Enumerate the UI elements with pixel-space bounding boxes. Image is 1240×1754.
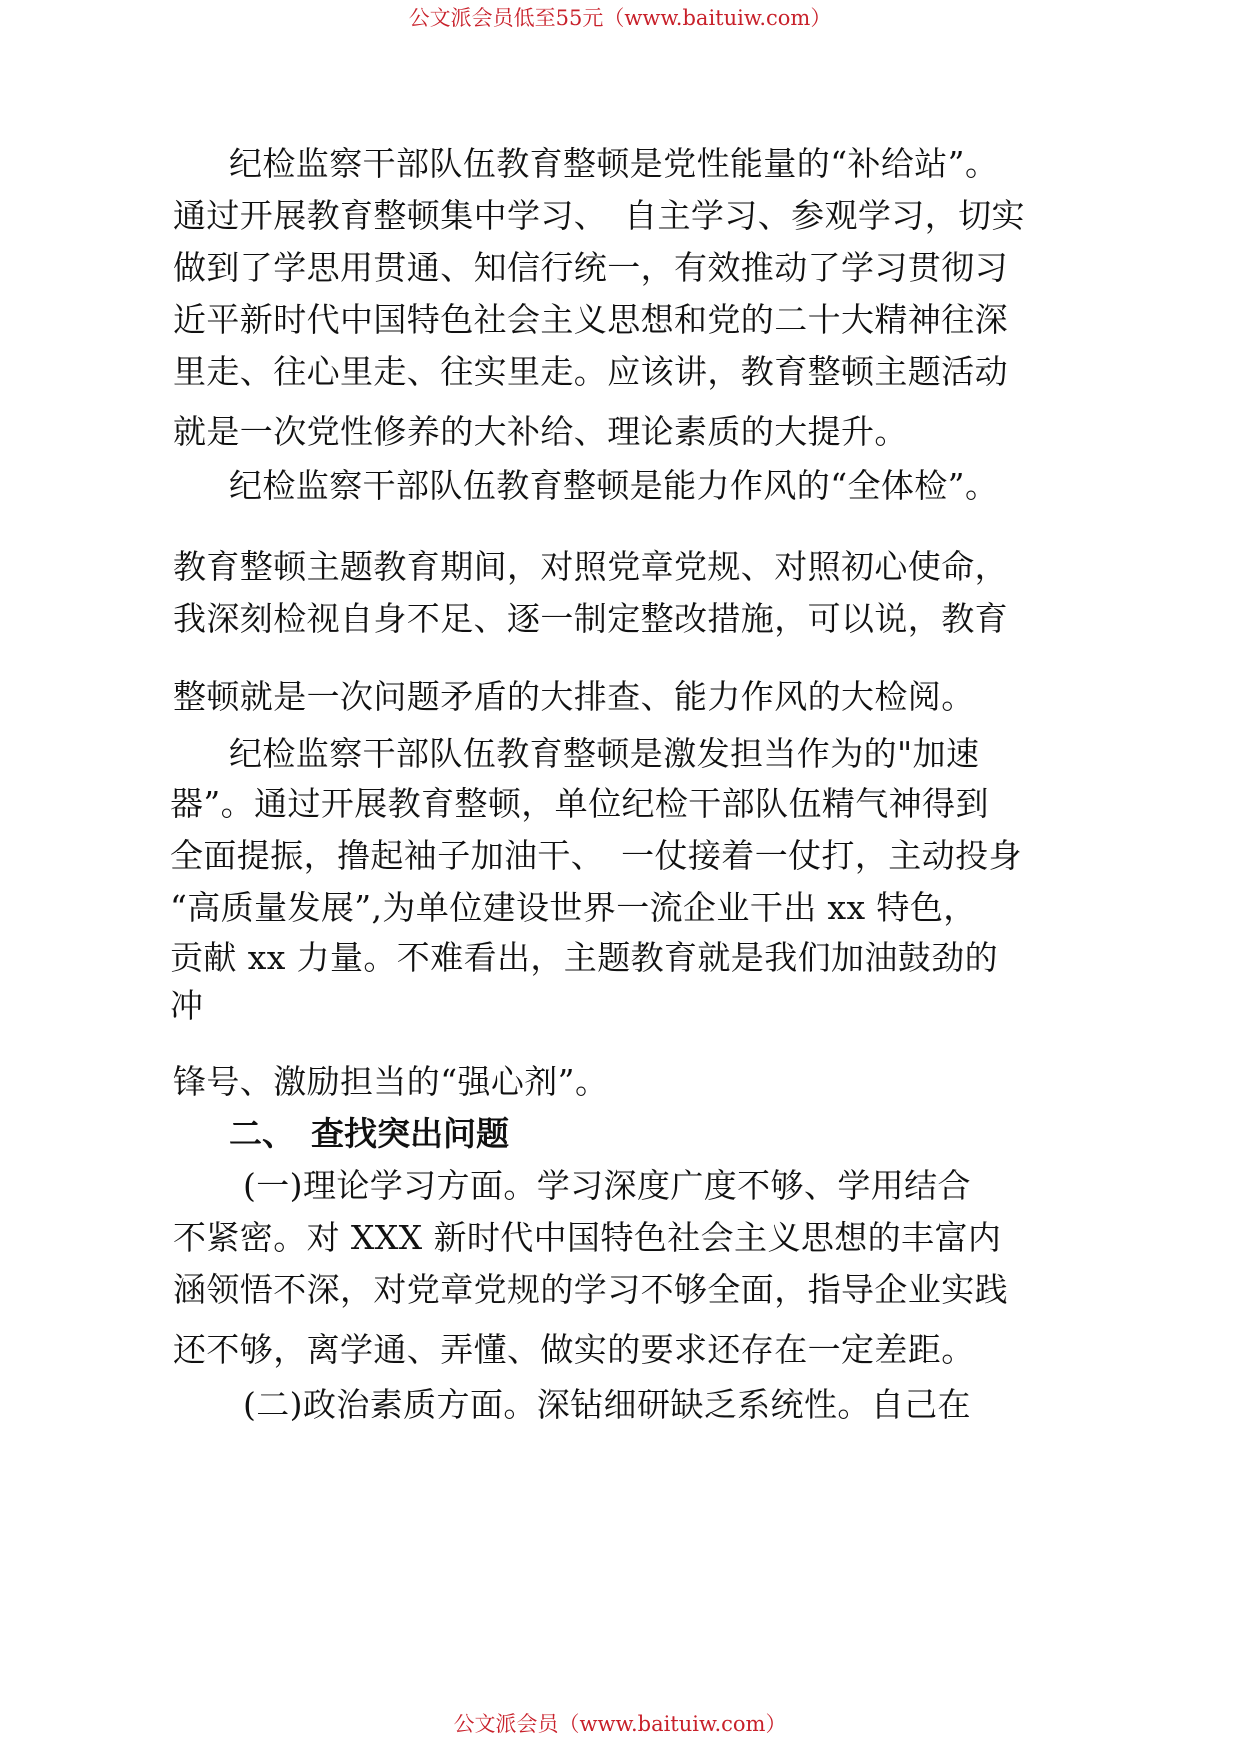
paragraph-line: 就是一次党性修养的大补给、理论素质的大提升。	[173, 412, 908, 451]
paragraph-line: 器”。通过开展教育整顿，单位纪检干部队伍精气神得到	[170, 784, 989, 823]
paragraph-line: 不紧密。对 XXX 新时代中国特色社会主义思想的丰富内	[173, 1218, 1002, 1257]
paragraph-line: 涵领悟不深，对党章党规的学习不够全面，指导企业实践	[173, 1270, 1008, 1309]
paragraph-line: 里走、往心里走、往实里走。应该讲，教育整顿主题活动	[173, 352, 1008, 391]
paragraph-line: 锋号、激励担当的“强心剂”。	[173, 1062, 609, 1101]
paragraph-line: 通过开展教育整顿集中学习、 自主学习、参观学习，切实	[173, 196, 1025, 235]
paragraph-line: 做到了学思用贯通、知信行统一，有效推动了学习贯彻习	[173, 248, 1008, 287]
paragraph-line: 近平新时代中国特色社会主义思想和党的二十大精神往深	[173, 300, 1008, 339]
watermark-header	[0, 4, 1240, 32]
paragraph-line: 全面提振，撸起袖子加油干、 一仗接着一仗打，主动投身	[170, 836, 1022, 875]
paragraph-line: 纪检监察干部队伍教育整顿是党性能量的“补给站”。	[229, 144, 999, 183]
paragraph-line: (二)政治素质方面。深钻细研缺乏系统性。自己在	[243, 1385, 971, 1424]
paragraph-line: “高质量发展”,为单位建设世界一流企业干出 xx 特色，	[170, 888, 977, 927]
watermark-footer	[0, 1710, 1240, 1738]
paragraph-line: 整顿就是一次问题矛盾的大排查、能力作风的大检阅。	[173, 677, 975, 716]
header-banner-text: 公文派会员低至55元（www.baituiw.com）	[408, 6, 832, 30]
paragraph-line: 纪检监察干部队伍教育整顿是激发担当作为的"加速	[229, 734, 980, 773]
section-number: 二、	[229, 1114, 295, 1153]
paragraph-line: 冲	[170, 986, 204, 1025]
paragraph-line: 我深刻检视自身不足、逐一制定整改措施，可以说，教育	[173, 599, 1008, 638]
paragraph-line: (一)理论学习方面。学习深度广度不够、学用结合	[243, 1166, 971, 1205]
paragraph-line: 还不够，离学通、弄懂、做实的要求还存在一定差距。	[173, 1330, 975, 1369]
section-title: 查找突出问题	[311, 1114, 509, 1153]
section-heading	[229, 1112, 509, 1156]
paragraph-line: 教育整顿主题教育期间，对照党章党规、对照初心使命，	[173, 547, 1008, 586]
paragraph-line: 纪检监察干部队伍教育整顿是能力作风的“全体检”。	[229, 466, 999, 505]
footer-banner-text: 公文派会员（www.baituiw.com）	[453, 1712, 787, 1736]
paragraph-line: 贡献 xx 力量。不难看出，主题教育就是我们加油鼓劲的	[170, 938, 999, 977]
